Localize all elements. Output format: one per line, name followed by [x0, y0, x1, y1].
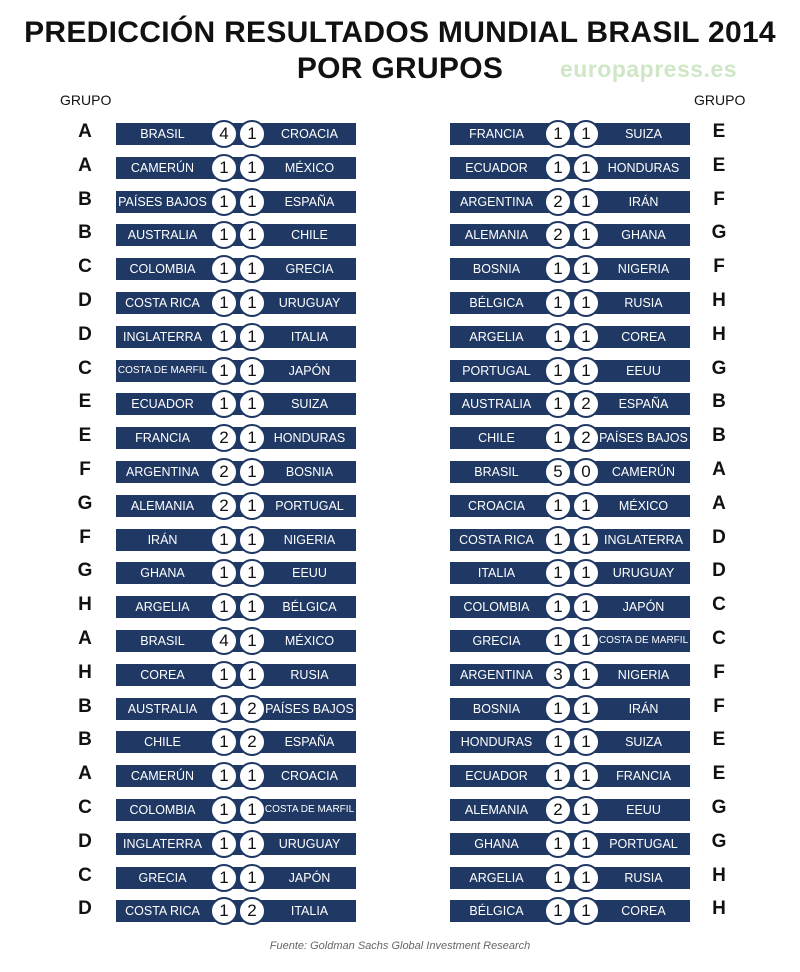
match-bar: [450, 765, 690, 787]
home-team: INGLATERRA: [123, 329, 202, 344]
away-score: 2: [572, 424, 600, 452]
away-team: ESPAÑA: [284, 735, 335, 750]
group-letter: B: [712, 425, 726, 447]
away-team: BOSNIA: [285, 464, 334, 479]
page-subtitle: POR GRUPOS: [296, 52, 504, 85]
group-letter: A: [78, 154, 92, 176]
match-bar: [450, 258, 690, 280]
group-letter: B: [78, 188, 92, 210]
match-bar: [450, 427, 690, 449]
match-bar: [116, 799, 356, 821]
home-score: 1: [210, 526, 238, 554]
match-bar: [116, 529, 356, 551]
away-team: NIGERIA: [617, 262, 670, 277]
group-letter: B: [712, 391, 726, 413]
match-bar: [116, 427, 356, 449]
match-bar: [450, 833, 690, 855]
home-team: COREA: [140, 667, 185, 682]
away-team: MÉXICO: [284, 160, 335, 175]
match-bar: [450, 393, 690, 415]
group-letter: E: [78, 425, 92, 447]
group-letter: H: [78, 661, 92, 683]
away-team: MÉXICO: [284, 633, 335, 648]
home-score: 1: [544, 897, 572, 925]
home-score: 1: [210, 762, 238, 790]
away-score: 1: [572, 323, 600, 351]
group-letter: A: [78, 763, 92, 785]
away-score: 1: [238, 559, 266, 587]
home-score: 1: [210, 661, 238, 689]
group-letter: B: [78, 729, 92, 751]
away-score: 1: [572, 526, 600, 554]
match-bar: [116, 731, 356, 753]
home-team: CHILE: [144, 735, 181, 750]
home-team: GHANA: [474, 836, 519, 851]
group-letter: E: [78, 391, 92, 413]
home-score: 1: [544, 255, 572, 283]
home-score: 1: [210, 221, 238, 249]
away-team: PAÍSES BAJOS: [265, 701, 354, 716]
away-score: 1: [572, 830, 600, 858]
match-bar: [450, 157, 690, 179]
group-letter: F: [713, 256, 725, 278]
home-team: ARGELIA: [135, 600, 190, 615]
home-team: INGLATERRA: [123, 836, 202, 851]
match-bar: [450, 698, 690, 720]
match-bar: [450, 292, 690, 314]
home-team: COSTA DE MARFIL: [117, 364, 208, 376]
away-score: 1: [238, 323, 266, 351]
group-letter: A: [78, 121, 92, 142]
match-bar: [116, 664, 356, 686]
home-team: COLOMBIA: [129, 802, 196, 817]
home-score: 1: [544, 390, 572, 418]
home-team: BRASIL: [474, 464, 519, 479]
match-bar: [450, 664, 690, 686]
home-team: ARGENTINA: [126, 464, 199, 479]
away-score: 1: [572, 188, 600, 216]
away-score: 1: [572, 661, 600, 689]
home-team: FRANCIA: [135, 431, 190, 446]
group-letter: H: [712, 323, 726, 345]
away-team: JAPÓN: [622, 600, 665, 615]
home-team: GRECIA: [472, 633, 521, 648]
page-title: PREDICCIÓN RESULTADOS MUNDIAL BRASIL 2014: [24, 16, 776, 49]
home-score: 1: [210, 830, 238, 858]
home-team: GRECIA: [138, 870, 187, 885]
away-score: 1: [572, 120, 600, 148]
home-team: BÉLGICA: [469, 904, 524, 919]
away-score: 1: [572, 492, 600, 520]
away-team: IRÁN: [628, 701, 659, 716]
away-score: 1: [572, 559, 600, 587]
away-team: COSTA DE MARFIL: [598, 634, 689, 646]
match-bar: [116, 191, 356, 213]
home-score: 1: [544, 357, 572, 385]
away-team: SUIZA: [625, 735, 662, 750]
home-score: 2: [210, 424, 238, 452]
away-team: URUGUAY: [612, 566, 675, 581]
group-header-right: GRUPO: [694, 92, 746, 108]
home-score: 1: [544, 289, 572, 317]
group-letter: G: [711, 222, 727, 244]
group-letter: B: [78, 695, 92, 717]
group-header-left: GRUPO: [60, 92, 112, 108]
home-team: IRÁN: [147, 532, 178, 547]
group-letter: E: [712, 763, 726, 785]
away-score: 1: [572, 289, 600, 317]
away-team: CHILE: [291, 228, 328, 243]
away-team: GRECIA: [285, 262, 334, 277]
match-bar: [116, 360, 356, 382]
away-team: IRÁN: [628, 194, 659, 209]
away-score: 1: [238, 762, 266, 790]
group-letter: E: [712, 121, 726, 142]
home-score: 1: [544, 864, 572, 892]
away-score: 1: [572, 593, 600, 621]
away-score: 2: [238, 897, 266, 925]
home-team: ECUADOR: [131, 397, 194, 412]
group-letter: H: [712, 864, 726, 886]
match-bar: [116, 833, 356, 855]
away-team: CROACIA: [281, 769, 338, 784]
group-letter: C: [712, 594, 726, 616]
group-letter: G: [77, 560, 93, 582]
away-score: 1: [572, 897, 600, 925]
away-score: 1: [238, 289, 266, 317]
home-score: 1: [544, 323, 572, 351]
match-bar: [450, 123, 690, 145]
away-team: SUIZA: [291, 397, 328, 412]
away-team: CAMERÚN: [611, 464, 676, 479]
home-score: 1: [544, 627, 572, 655]
home-team: BRASIL: [140, 633, 185, 648]
group-letter: C: [78, 864, 92, 886]
away-score: 1: [572, 221, 600, 249]
group-letter: C: [712, 627, 726, 649]
group-letter: D: [712, 526, 726, 548]
match-bar: [450, 191, 690, 213]
group-letter: H: [712, 289, 726, 311]
home-team: COLOMBIA: [129, 262, 196, 277]
group-letter: H: [712, 898, 726, 920]
home-score: 5: [544, 458, 572, 486]
home-score: 1: [544, 154, 572, 182]
home-score: 1: [210, 357, 238, 385]
away-score: 1: [238, 390, 266, 418]
away-team: JAPÓN: [288, 870, 331, 885]
away-score: 1: [238, 154, 266, 182]
match-bar: [116, 461, 356, 483]
home-score: 1: [544, 424, 572, 452]
home-score: 1: [210, 255, 238, 283]
home-score: 1: [544, 559, 572, 587]
away-score: 1: [572, 864, 600, 892]
away-score: 1: [238, 526, 266, 554]
home-score: 1: [210, 864, 238, 892]
brand-watermark: europapress.es: [560, 56, 738, 82]
away-score: 1: [238, 593, 266, 621]
match-bar: [450, 562, 690, 584]
match-bar: [450, 461, 690, 483]
home-team: CAMERÚN: [130, 160, 195, 175]
match-bar: [116, 495, 356, 517]
home-team: FRANCIA: [469, 127, 524, 141]
home-team: ARGELIA: [469, 329, 524, 344]
away-score: 1: [238, 830, 266, 858]
away-score: 2: [238, 695, 266, 723]
group-letter: G: [711, 357, 727, 379]
match-bar: [116, 292, 356, 314]
home-team: AUSTRALIA: [461, 397, 532, 412]
away-score: 1: [238, 627, 266, 655]
home-team: COSTA RICA: [125, 904, 200, 919]
group-letter: D: [712, 560, 726, 582]
away-team: ITALIA: [290, 329, 329, 344]
home-team: BRASIL: [140, 127, 185, 141]
away-team: COSTA DE MARFIL: [264, 803, 355, 815]
match-bar: [450, 596, 690, 618]
match-bar: [116, 630, 356, 652]
group-letter: H: [78, 594, 92, 616]
home-score: 4: [210, 120, 238, 148]
home-score: 1: [544, 830, 572, 858]
home-team: ARGENTINA: [460, 667, 533, 682]
home-team: ALEMANIA: [130, 498, 195, 513]
away-score: 1: [572, 255, 600, 283]
away-score: 1: [238, 864, 266, 892]
away-score: 1: [238, 796, 266, 824]
away-team: GHANA: [621, 228, 666, 243]
home-team: PAÍSES BAJOS: [118, 194, 207, 209]
match-bar: [450, 731, 690, 753]
match-bar: [450, 326, 690, 348]
home-team: GHANA: [140, 566, 185, 581]
match-bar: [116, 562, 356, 584]
home-score: 2: [544, 188, 572, 216]
home-team: AUSTRALIA: [127, 228, 198, 243]
group-letter: G: [711, 830, 727, 852]
away-score: 0: [572, 458, 600, 486]
away-team: PORTUGAL: [275, 498, 344, 513]
group-letter: C: [78, 357, 92, 379]
away-score: 1: [572, 154, 600, 182]
group-letter: C: [78, 796, 92, 818]
group-letter: F: [713, 661, 725, 683]
home-score: 1: [210, 897, 238, 925]
group-letter: D: [78, 323, 92, 345]
match-bar: [450, 224, 690, 246]
away-score: 1: [572, 357, 600, 385]
match-bar: [450, 360, 690, 382]
group-letter: F: [79, 526, 91, 548]
home-score: 1: [544, 762, 572, 790]
home-score: 1: [544, 728, 572, 756]
home-team: AUSTRALIA: [127, 701, 198, 716]
away-team: RUSIA: [624, 295, 663, 310]
away-score: 1: [572, 796, 600, 824]
match-bar: [116, 258, 356, 280]
home-team: ARGELIA: [469, 870, 524, 885]
group-letter: D: [78, 289, 92, 311]
away-score: 1: [238, 188, 266, 216]
match-bar: [116, 765, 356, 787]
away-team: COREA: [621, 904, 666, 919]
home-score: 1: [210, 695, 238, 723]
away-team: EEUU: [626, 363, 661, 378]
group-letter: A: [712, 458, 726, 480]
home-team: COSTA RICA: [459, 532, 534, 547]
away-score: 1: [238, 424, 266, 452]
group-letter: F: [713, 188, 725, 210]
home-team: HONDURAS: [460, 735, 533, 750]
away-team: RUSIA: [624, 870, 663, 885]
home-score: 2: [544, 221, 572, 249]
home-team: BOSNIA: [472, 701, 521, 716]
group-letter: E: [712, 729, 726, 751]
away-team: URUGUAY: [278, 836, 341, 851]
home-score: 1: [544, 526, 572, 554]
home-team: PORTUGAL: [462, 363, 531, 378]
away-team: SUIZA: [625, 127, 662, 141]
home-score: 2: [210, 492, 238, 520]
away-team: RUSIA: [290, 667, 329, 682]
group-letter: F: [79, 458, 91, 480]
home-team: ECUADOR: [465, 160, 528, 175]
group-letter: C: [78, 256, 92, 278]
away-team: PORTUGAL: [609, 836, 678, 851]
home-team: BOSNIA: [472, 262, 521, 277]
home-score: 3: [544, 661, 572, 689]
away-score: 1: [238, 492, 266, 520]
home-score: 1: [544, 492, 572, 520]
group-letter: A: [78, 627, 92, 649]
home-score: 1: [210, 323, 238, 351]
away-score: 1: [238, 255, 266, 283]
group-letter: G: [711, 796, 727, 818]
match-bar: [450, 799, 690, 821]
away-team: NIGERIA: [617, 667, 670, 682]
home-score: 1: [544, 593, 572, 621]
away-score: 1: [238, 357, 266, 385]
home-score: 1: [210, 796, 238, 824]
home-score: 1: [210, 728, 238, 756]
home-score: 1: [210, 289, 238, 317]
match-bar: [116, 867, 356, 889]
away-team: FRANCIA: [616, 769, 671, 784]
away-team: BÉLGICA: [282, 600, 337, 615]
group-letter: E: [712, 154, 726, 176]
group-letter: D: [78, 898, 92, 920]
match-bar: [450, 529, 690, 551]
match-bar: [450, 495, 690, 517]
match-bar: [116, 393, 356, 415]
away-score: 1: [572, 695, 600, 723]
away-team: PAÍSES BAJOS: [599, 431, 688, 446]
away-score: 1: [238, 120, 266, 148]
group-letter: B: [78, 222, 92, 244]
away-team: ESPAÑA: [284, 194, 335, 209]
away-score: 2: [238, 728, 266, 756]
group-letter: D: [78, 830, 92, 852]
home-team: COSTA RICA: [125, 295, 200, 310]
away-team: INGLATERRA: [604, 532, 683, 547]
away-score: 1: [572, 762, 600, 790]
away-score: 1: [238, 661, 266, 689]
away-team: HONDURAS: [607, 160, 680, 175]
home-team: COLOMBIA: [463, 600, 530, 615]
away-team: CROACIA: [281, 127, 338, 141]
home-team: CAMERÚN: [130, 769, 195, 784]
match-bar: [116, 698, 356, 720]
home-team: CHILE: [478, 431, 515, 446]
home-score: 2: [210, 458, 238, 486]
away-score: 2: [572, 390, 600, 418]
away-team: EEUU: [292, 566, 327, 581]
match-bar: [450, 630, 690, 652]
match-bar: [116, 157, 356, 179]
away-score: 1: [572, 627, 600, 655]
away-score: 1: [572, 728, 600, 756]
home-team: ALEMANIA: [464, 228, 529, 243]
home-score: 1: [210, 559, 238, 587]
home-team: CROACIA: [468, 498, 525, 513]
home-team: ARGENTINA: [460, 194, 533, 209]
group-letter: G: [77, 492, 93, 514]
match-bar: [450, 900, 690, 922]
away-team: NIGERIA: [283, 532, 336, 547]
match-bar: [116, 900, 356, 922]
away-team: JAPÓN: [288, 363, 331, 378]
group-letter: A: [712, 492, 726, 514]
away-team: COREA: [621, 329, 666, 344]
home-score: 4: [210, 627, 238, 655]
home-score: 1: [210, 593, 238, 621]
away-team: HONDURAS: [273, 431, 346, 446]
home-team: ALEMANIA: [464, 802, 529, 817]
home-score: 1: [544, 695, 572, 723]
away-score: 1: [238, 458, 266, 486]
source-note: Fuente: Goldman Sachs Global Investment Research: [269, 940, 531, 952]
away-team: MÉXICO: [618, 498, 669, 513]
group-letter: F: [713, 695, 725, 717]
match-bar: [116, 123, 356, 145]
home-score: 1: [210, 390, 238, 418]
home-score: 1: [210, 188, 238, 216]
home-score: 1: [210, 154, 238, 182]
match-bar: [116, 326, 356, 348]
home-team: ECUADOR: [465, 769, 528, 784]
away-team: URUGUAY: [278, 295, 341, 310]
away-team: ESPAÑA: [618, 397, 669, 412]
away-team: ITALIA: [290, 904, 329, 919]
away-score: 1: [238, 221, 266, 249]
home-score: 2: [544, 796, 572, 824]
home-team: ITALIA: [477, 566, 516, 581]
match-bar: [450, 867, 690, 889]
match-bar: [116, 596, 356, 618]
home-team: BÉLGICA: [469, 295, 524, 310]
match-bar: [116, 224, 356, 246]
away-team: EEUU: [626, 802, 661, 817]
home-score: 1: [544, 120, 572, 148]
